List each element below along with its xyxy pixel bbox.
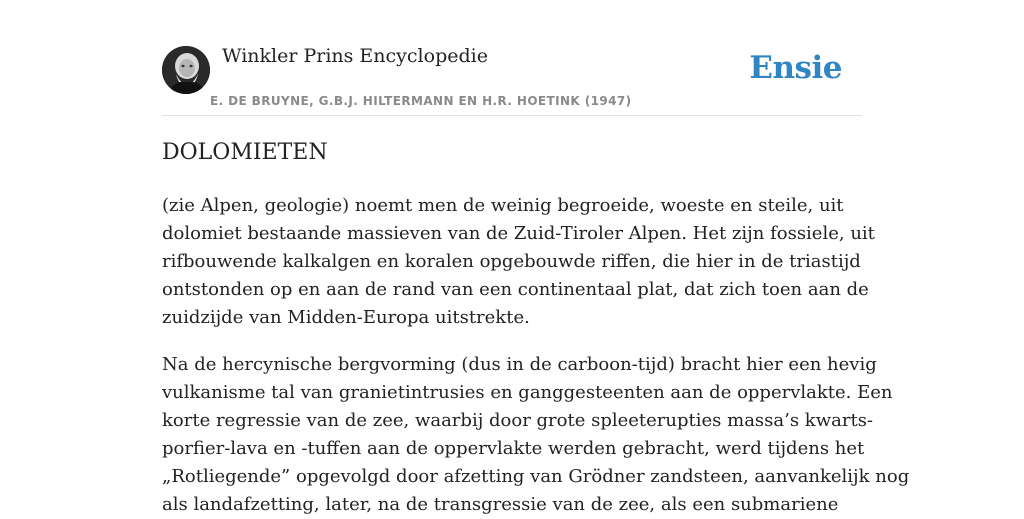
text-line: Na de hercynische bergvorming (dus in de carboon-tijd) bracht hier een hevig	[162, 354, 877, 375]
text-line: „Rotliegende” opgevolgd door afzetting van Grödner zandsteen, aanvankelijk nog	[162, 466, 910, 487]
entry-paragraph-2	[162, 351, 909, 519]
text-line: ontstonden op en aan de rand van een continentaal plat, dat zich toen aan de	[162, 279, 869, 300]
portrait-icon	[162, 46, 210, 94]
text-line: korte regressie van de zee, waarbij door grote spleeterupties massa’s kwarts-	[162, 410, 874, 431]
publication-authors: E. DE BRUYNE, G.B.J. HILTERMANN EN H.R. HOETINK (1947)	[210, 94, 632, 108]
author-avatar[interactable]	[162, 46, 210, 94]
entry-title: DOLOMIETEN	[162, 140, 328, 165]
publication-header	[162, 0, 862, 116]
text-line: porfier-lava en -tuffen aan de oppervlakte werden gebracht, werd tijdens het	[162, 438, 865, 459]
text-line: als landafzetting, later, na de transgressie van de zee, als een submariene	[162, 494, 839, 515]
text-line: vulkanisme tal van granietintrusies en ganggesteenten aan de oppervlakte. Een	[162, 382, 893, 403]
entry-paragraph-1	[162, 192, 875, 332]
text-line: dolomiet bestaande massieven van de Zuid-Tiroler Alpen. Het zijn fossiele, uit	[162, 223, 875, 244]
text-line: zuidzijde van Midden-Europa uitstrekte.	[162, 307, 530, 328]
text-line: rifbouwende kalkalgen en koralen opgebouwde riffen, die hier in de triastijd	[162, 251, 861, 272]
publication-title[interactable]: Winkler Prins Encyclopedie	[222, 45, 488, 67]
text-line: (zie Alpen, geologie) noemt men de weinig begroeide, woeste en steile, uit	[162, 195, 844, 216]
ensie-logo-link[interactable]: Ensie	[749, 50, 842, 86]
page	[162, 0, 910, 515]
